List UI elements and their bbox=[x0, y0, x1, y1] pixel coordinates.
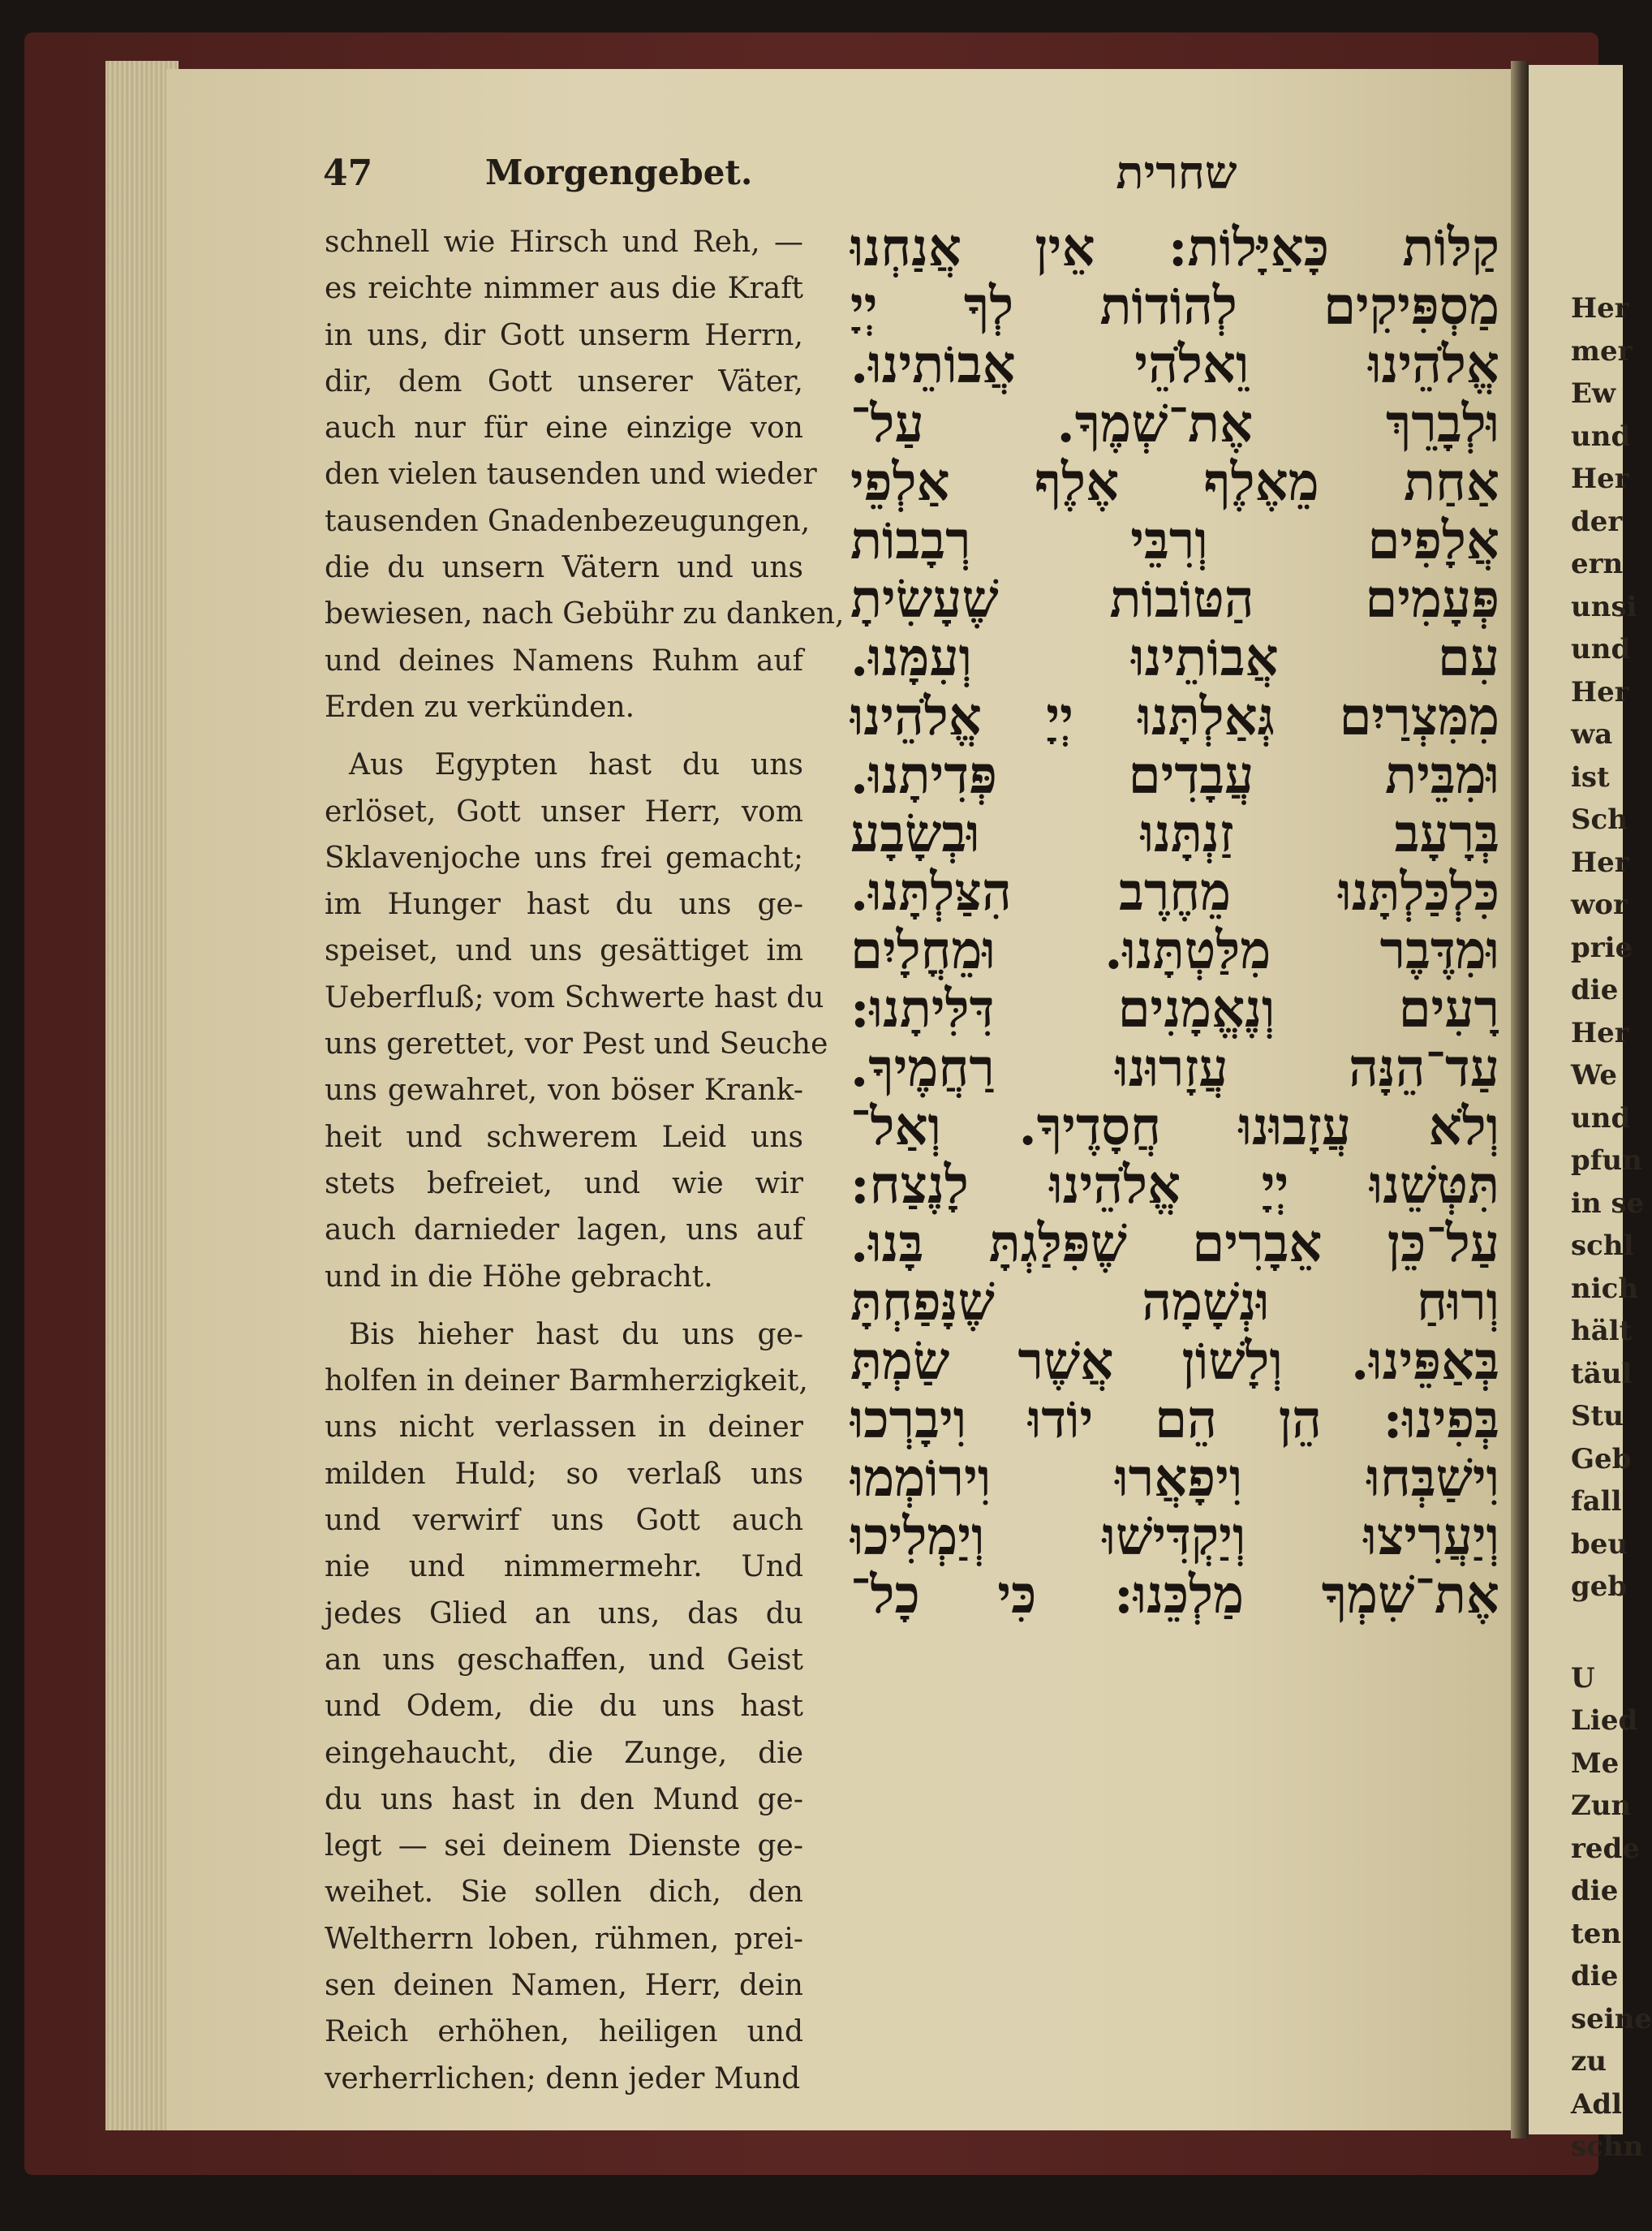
facing-page-word: wa bbox=[1571, 718, 1613, 751]
german-text-line: und deines Namens Ruhm auf bbox=[325, 644, 803, 678]
german-text-line: bewiesen, nach Gebühr zu danken, bbox=[325, 597, 845, 631]
german-text-line: nie und nimmermehr. Und bbox=[325, 1550, 803, 1584]
facing-page-word: seine bbox=[1571, 2002, 1652, 2035]
hebrew-text-line: עַל־כֵּן אֵבָרִים שֶׁפִּלַּגְתָּ בָּנוּ. bbox=[850, 1213, 1499, 1275]
german-text-line: verherrlichen; denn jeder Mund bbox=[325, 2061, 801, 2095]
hebrew-text-line: וְלֹא עֲזָבוּנוּ חֲסָדֶיךָ. וְאַל־ bbox=[850, 1096, 1499, 1157]
paragraph-gap bbox=[325, 730, 803, 742]
german-text-line: weihet. Sie sollen dich, den bbox=[325, 1876, 803, 1910]
german-text-line: den vielen tausenden und wieder bbox=[325, 458, 817, 492]
hebrew-text-line: וְרוּחַ וּנְשָׁמָה שֶׁנָּפַחְתָּ bbox=[850, 1272, 1499, 1333]
facing-page-word: ern bbox=[1571, 548, 1624, 580]
german-text-line: jedes Glied an uns, das du bbox=[325, 1596, 803, 1630]
facing-page-word: schn bbox=[1571, 2130, 1644, 2163]
running-title-german: Morgengebet. bbox=[485, 153, 753, 192]
facing-page-word: pfun bbox=[1571, 1144, 1642, 1177]
hebrew-text-line: תִּטְּשֵׁנוּ יְיָ אֱלֹהֵינוּ לָנֶצַח: bbox=[850, 1155, 1499, 1216]
facing-page-word: in se bbox=[1571, 1187, 1645, 1220]
hebrew-text-line: אֱלֹהֵינוּ וֵאלֹהֵי אֲבוֹתֵינוּ. bbox=[850, 334, 1499, 396]
hebrew-text-line: מִמִּצְרַיִם גְּאַלְתָּנוּ יְיָ אֱלֹהֵינוּ bbox=[850, 686, 1499, 747]
facing-page-word: Zun bbox=[1571, 1790, 1632, 1822]
german-text-line: stets befreiet, und wie wir bbox=[325, 1166, 803, 1200]
hebrew-text-line: בְּפִינוּ: הֵן הֵם יוֹדוּ וִיבָרְכוּ bbox=[850, 1389, 1499, 1450]
page-number: 47 bbox=[323, 153, 373, 194]
german-text-line: legt — sei deinem Dienste ge- bbox=[325, 1829, 803, 1863]
facing-page-word: schl bbox=[1571, 1230, 1634, 1262]
hebrew-text-line: בְּרָעָב זַנְתָּנוּ וּבְשָׂבָע bbox=[850, 803, 1499, 864]
german-text-line: dir, dem Gott unserer Väter, bbox=[325, 364, 803, 398]
facing-page-word: We bbox=[1571, 1059, 1618, 1092]
german-text-line: Aus Egypten hast du uns bbox=[349, 748, 803, 782]
book-gutter bbox=[1511, 61, 1529, 2138]
facing-page-word: unsi bbox=[1571, 590, 1637, 623]
facing-page-word: ist bbox=[1571, 760, 1610, 794]
german-text-line: milden Huld; so verlaß uns bbox=[325, 1457, 803, 1491]
paragraph-gap bbox=[325, 1300, 803, 1311]
german-text-line: Ueberfluß; vom Schwerte hast du bbox=[325, 980, 824, 1014]
facing-page-word: Sch bbox=[1571, 803, 1628, 836]
facing-page-fragment bbox=[1529, 65, 1652, 2163]
facing-page-word: und bbox=[1571, 420, 1631, 453]
facing-page-word: beu bbox=[1571, 1527, 1628, 1561]
hebrew-text-line: עִם אֲבוֹתֵינוּ וְעִמָּנוּ. bbox=[850, 627, 1499, 689]
facing-page-word: Lied bbox=[1571, 1704, 1638, 1737]
hebrew-text-line: עַד־הֵנָּה עֲזָרוּנוּ רַחֲמֶיךָ. bbox=[850, 1037, 1499, 1099]
german-text-line: und Odem, die du uns hast bbox=[325, 1690, 803, 1724]
hebrew-text-line: וּמִדֶּבֶר מִלַּטְתָּנוּ. וּמֵחֳלָיִם bbox=[850, 920, 1499, 982]
hebrew-text-line: כִּלְכַּלְתָּנוּ מֵחֶרֶב הִצַּלְתָּנוּ. bbox=[850, 862, 1499, 924]
facing-page-word: und bbox=[1571, 1101, 1631, 1135]
german-text-line: auch darnieder lagen, uns auf bbox=[325, 1213, 803, 1247]
german-text-line: uns gewahret, von böser Krank- bbox=[325, 1074, 803, 1108]
german-text-line: speiset, und uns gesättiget im bbox=[325, 934, 803, 968]
hebrew-text-line: פְּעָמִים הַטּוֹבוֹת שֶׁעָשִׂיתָ bbox=[850, 569, 1499, 631]
facing-page-word: Her bbox=[1571, 846, 1629, 879]
hebrew-text-line: וּמִבֵּית עֲבָדִים פְּדִיתָנוּ. bbox=[850, 744, 1499, 806]
running-title-hebrew: שחרית bbox=[1116, 146, 1237, 200]
german-text-line: sen deinen Namen, Herr, dein bbox=[325, 1968, 803, 2002]
german-text-line: du uns hast in den Mund ge- bbox=[325, 1782, 803, 1816]
german-text-line: eingehaucht, die Zunge, die bbox=[325, 1736, 803, 1770]
german-text-line: holfen in deiner Barmherzigkeit, bbox=[325, 1364, 808, 1398]
facing-page-word: fall bbox=[1571, 1485, 1622, 1518]
facing-page-word: wor bbox=[1571, 889, 1628, 921]
facing-page-word: Adl bbox=[1571, 2087, 1623, 2121]
facing-page-word: ten bbox=[1571, 1917, 1622, 1950]
facing-page-word: prie bbox=[1571, 931, 1633, 964]
facing-page-word: Ew bbox=[1571, 377, 1616, 410]
facing-page-word: hält bbox=[1571, 1315, 1633, 1347]
german-text-line: und in die Höhe gebracht. bbox=[325, 1260, 713, 1294]
facing-page-word: Her bbox=[1571, 292, 1629, 325]
hebrew-text-line: אֲלָפִים וְרִבֵּי רְבָבוֹת bbox=[850, 510, 1499, 571]
german-text-line: heit und schwerem Leid uns bbox=[325, 1120, 803, 1154]
german-text-line: tausenden Gnadenbezeugungen, bbox=[325, 504, 811, 538]
german-text-line: es reichte nimmer aus die Kraft bbox=[325, 272, 803, 306]
facing-page-word: U bbox=[1571, 1661, 1595, 1695]
facing-page-word: zu bbox=[1571, 2045, 1607, 2078]
german-text-line: im Hunger hast du uns ge- bbox=[325, 888, 803, 922]
facing-page-word: Geb bbox=[1571, 1442, 1632, 1475]
hebrew-text-line: וּלְבָרֵךְ אֶת־שְׁמֶךָ. עַל־ bbox=[850, 393, 1499, 454]
facing-page-word: täul bbox=[1571, 1357, 1633, 1390]
german-text-line: die du unsern Vätern und uns bbox=[325, 551, 803, 585]
facing-page-word: Her bbox=[1571, 675, 1629, 708]
facing-page-word: Her bbox=[1571, 1016, 1629, 1049]
facing-page-word: der bbox=[1571, 505, 1623, 538]
german-text-line: erlöset, Gott unser Herr, vom bbox=[325, 795, 803, 829]
hebrew-text-line: אֶת־שִׁמְךָ מַלְכֵּנוּ: כִּי כָל־ bbox=[850, 1565, 1499, 1626]
hebrew-text-line: קַלּוֹת כָּאַיָּלוֹת: אֵין אֲנַחְנוּ bbox=[850, 218, 1499, 278]
hebrew-text-line: אַחַת מֵאֶלֶף אֶלֶף אַלְפֵי bbox=[850, 451, 1499, 513]
facing-page-word: rede bbox=[1571, 1832, 1640, 1865]
german-text-column bbox=[325, 219, 845, 2102]
hebrew-text-line: רָעִים וְנֶאֱמָנִים דִּלִּיתָנוּ: bbox=[850, 979, 1499, 1040]
german-text-line: in uns, dir Gott unserm Herrn, bbox=[325, 318, 803, 352]
german-text-line: auch nur für eine einzige von bbox=[325, 411, 803, 446]
hebrew-text-line: וְיַעֲרִיצוּ וְיַקְדִּישׁוּ וְיַמְלִיכוּ bbox=[850, 1506, 1499, 1568]
facing-page-word: geb bbox=[1571, 1570, 1628, 1603]
german-text-line: und verwirf uns Gott auch bbox=[325, 1504, 803, 1538]
facing-page-word: Me bbox=[1571, 1746, 1620, 1780]
hebrew-text-column bbox=[850, 219, 1499, 1626]
facing-page-word: und bbox=[1571, 633, 1631, 665]
facing-page-word: nich bbox=[1571, 1272, 1639, 1305]
facing-page-word: mer bbox=[1571, 334, 1633, 368]
german-text-line: Sklavenjoche uns frei gemacht; bbox=[325, 841, 803, 875]
hebrew-text-line: בְּאַפֵּינוּ. וְלָשׁוֹן אֲשֶׁר שַׂמְתָּ bbox=[850, 1330, 1499, 1392]
german-text-line: uns gerettet, vor Pest und Seuche bbox=[325, 1027, 828, 1062]
german-text-line: uns nicht verlassen in deiner bbox=[325, 1411, 803, 1445]
facing-page-word: die bbox=[1571, 974, 1619, 1006]
hebrew-text-line: וִישַׁבְּחוּ וִיפָאֲרוּ וִירוֹמְמוּ bbox=[850, 1447, 1499, 1509]
german-text-line: Reich erhöhen, heiligen und bbox=[325, 2015, 803, 2049]
german-text-line: Weltherrn loben, rühmen, prei- bbox=[325, 1922, 803, 1956]
german-text-line: Erden zu verkünden. bbox=[325, 690, 635, 724]
facing-page-word: die bbox=[1571, 1875, 1619, 1907]
german-text-line: an uns geschaffen, und Geist bbox=[325, 1643, 803, 1677]
facing-page-word: Her bbox=[1571, 463, 1629, 495]
facing-page-word: die bbox=[1571, 1960, 1619, 1992]
facing-page-word: Stu bbox=[1571, 1400, 1624, 1432]
german-text-line: Bis hieher hast du uns ge- bbox=[349, 1317, 803, 1351]
hebrew-text-line: מַסְפִּיקִים לְהוֹדוֹת לְךָ יְיָ bbox=[850, 276, 1499, 338]
german-text-line: schnell wie Hirsch und Reh, — bbox=[325, 226, 803, 259]
